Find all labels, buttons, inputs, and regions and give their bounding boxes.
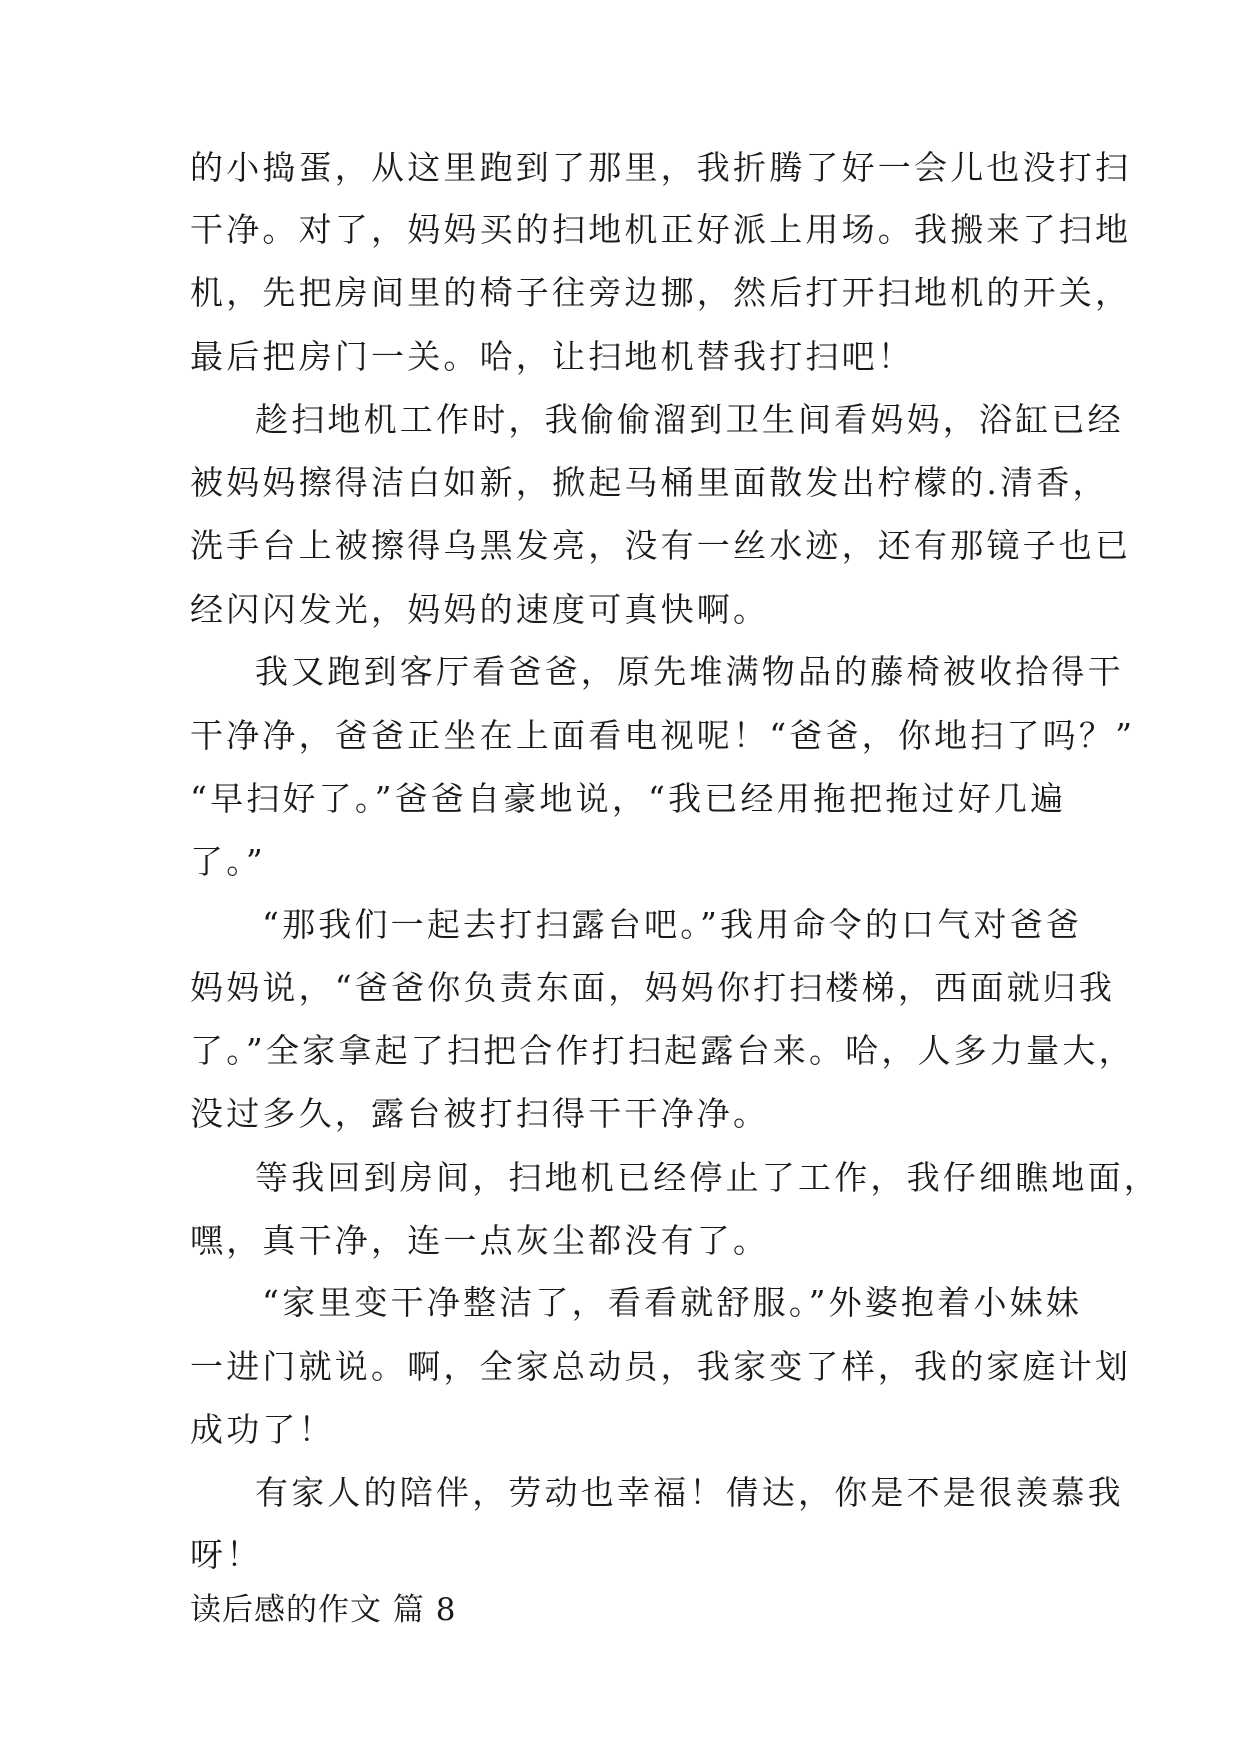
- paragraph-first-line: 我又跑到客厅看爸爸，原先堆满物品的藤椅被收拾得干: [255, 652, 1124, 691]
- paragraph-first-line: “那我们一起去打扫露台吧。”我用命令的口气对爸爸: [262, 905, 1083, 944]
- text-line: 最后把房门一关。哈，让扫地机替我打扫吧！: [190, 337, 914, 376]
- paragraph-first-line: 有家人的陪伴，劳动也幸福！倩达，你是不是很羡慕我: [255, 1473, 1124, 1512]
- text-line: “早扫好了。”爸爸自豪地说，“我已经用拖把拖过好几遍: [190, 779, 1067, 818]
- text-line: 机，先把房间里的椅子往旁边挪，然后打开扫地机的开关，: [190, 273, 1132, 312]
- text-line: 干净净，爸爸正坐在上面看电视呢！“爸爸，你地扫了吗？”: [190, 716, 1136, 755]
- text-line: 经闪闪发光，妈妈的速度可真快啊。: [190, 590, 770, 629]
- paragraph-first-line: 等我回到房间，扫地机已经停止了工作，我仔细瞧地面，: [255, 1158, 1160, 1197]
- text-line: 嘿，真干净，连一点灰尘都没有了。: [190, 1221, 770, 1260]
- text-line: 干净。对了，妈妈买的扫地机正好派上用场。我搬来了扫地: [190, 210, 1132, 249]
- text-line: 了。”全家拿起了扫把合作打扫起露台来。哈，人多力量大，: [190, 1031, 1135, 1070]
- text-line: 的小捣蛋，从这里跑到了那里，我折腾了好一会儿也没打扫: [190, 148, 1132, 187]
- paragraph-first-line: “家里变干净整洁了，看看就舒服。”外婆抱着小妹妹: [262, 1283, 1083, 1322]
- text-line: 被妈妈擦得洁白如新，掀起马桶里面散发出柠檬的.清香，: [190, 463, 1109, 502]
- text-line: 洗手台上被擦得乌黑发亮，没有一丝水迹，还有那镜子也已: [190, 526, 1132, 565]
- text-line: 一进门就说。啊，全家总动员，我家变了样，我的家庭计划: [190, 1347, 1132, 1386]
- text-line: 呀！: [190, 1535, 263, 1574]
- text-line: 没过多久，露台被打扫得干干净净。: [190, 1094, 770, 1133]
- text-line: 了。”: [190, 842, 266, 881]
- text-line: 成功了！: [190, 1410, 335, 1449]
- paragraph-first-line: 趁扫地机工作时，我偷偷溜到卫生间看妈妈，浴缸已经: [255, 400, 1124, 439]
- section-heading: 读后感的作文 篇 8: [190, 1592, 457, 1628]
- text-line: 妈妈说，“爸爸你负责东面，妈妈你打扫楼梯，西面就归我: [190, 968, 1116, 1007]
